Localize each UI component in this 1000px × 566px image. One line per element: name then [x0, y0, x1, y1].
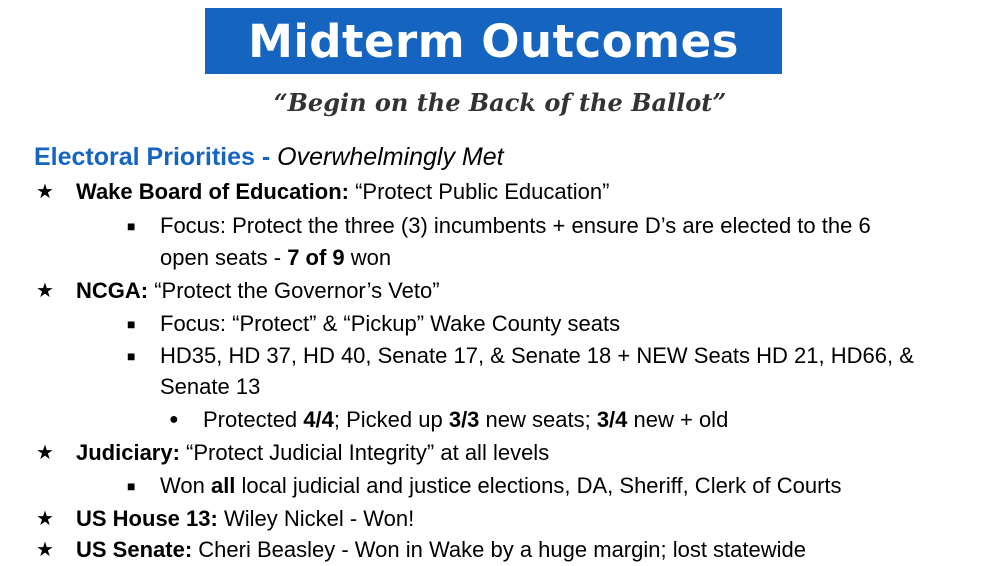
- square-bullet-icon: ■: [127, 316, 136, 332]
- item-text: Wiley Nickel - Won!: [217, 506, 415, 531]
- text-segment: ; Picked up: [333, 407, 449, 432]
- section-status: Overwhelmingly Met: [277, 143, 504, 171]
- list-item-judiciary: [76, 437, 549, 469]
- square-bullet-icon: ■: [127, 218, 136, 234]
- list-item-senate: [76, 534, 806, 566]
- judiciary-result: [160, 470, 842, 502]
- text-segment: won: [344, 245, 392, 270]
- list-item-house: [76, 503, 414, 535]
- item-label: NCGA:: [76, 278, 149, 303]
- wake-focus-line1: Focus: Protect the three (3) incumbents + ensure D’s are elected to the 6: [160, 213, 871, 238]
- item-quote: “Protect the Governor’s Veto”: [148, 278, 440, 303]
- result-count: 4/4: [303, 407, 334, 432]
- star-bullet-icon: ★: [36, 508, 54, 530]
- item-quote: “Protect Public Education”: [348, 179, 610, 204]
- text-segment: Protected: [203, 407, 304, 432]
- text-segment: new seats;: [479, 407, 597, 432]
- list-item-ncga: [76, 275, 440, 307]
- result-count: 3/4: [596, 407, 628, 432]
- section-label: Electoral Priorities -: [34, 143, 271, 171]
- star-bullet-icon: ★: [36, 181, 54, 203]
- star-bullet-icon: ★: [36, 280, 54, 302]
- ncga-focus: Focus: “Protect” & “Pickup” Wake County seats: [160, 311, 621, 336]
- item-label: Judiciary:: [76, 440, 180, 465]
- item-label: Wake Board of Education:: [76, 179, 349, 204]
- text-segment: open seats -: [160, 245, 288, 270]
- text-segment: Won: [160, 473, 211, 498]
- item-label: US House 13:: [76, 506, 218, 531]
- ncga-seats-line1: HD35, HD 37, HD 40, Senate 17, & Senate 18 + NEW Seats HD 21, HD66, &: [160, 343, 914, 368]
- item-quote: “Protect Judicial Integrity” at all levels: [179, 440, 550, 465]
- wake-focus-line2: [160, 242, 391, 274]
- result-count: 3/3: [448, 407, 480, 432]
- item-label: US Senate:: [76, 537, 193, 562]
- section-heading: [34, 141, 504, 173]
- ncga-seats-line2: Senate 13: [160, 374, 261, 399]
- list-item-wake: [76, 176, 609, 208]
- result-count: 7 of 9: [287, 245, 345, 270]
- square-bullet-icon: ■: [127, 348, 136, 364]
- square-bullet-icon: ■: [127, 478, 136, 494]
- item-text: Cheri Beasley - Won in Wake by a huge margin; lost statewide: [192, 537, 806, 562]
- subtitle: “Begin on the Back of the Ballot”: [273, 88, 727, 117]
- title-banner: [205, 8, 782, 74]
- star-bullet-icon: ★: [36, 539, 54, 561]
- star-bullet-icon: ★: [36, 442, 54, 464]
- ncga-result: [203, 404, 728, 436]
- dot-bullet-icon: ●: [169, 411, 179, 428]
- emphasis: all: [210, 473, 236, 498]
- text-segment: new + old: [627, 407, 729, 432]
- page-title: Midterm Outcomes: [248, 14, 739, 68]
- text-segment: local judicial and justice elections, DA, Sheriff, Clerk of Courts: [235, 473, 842, 498]
